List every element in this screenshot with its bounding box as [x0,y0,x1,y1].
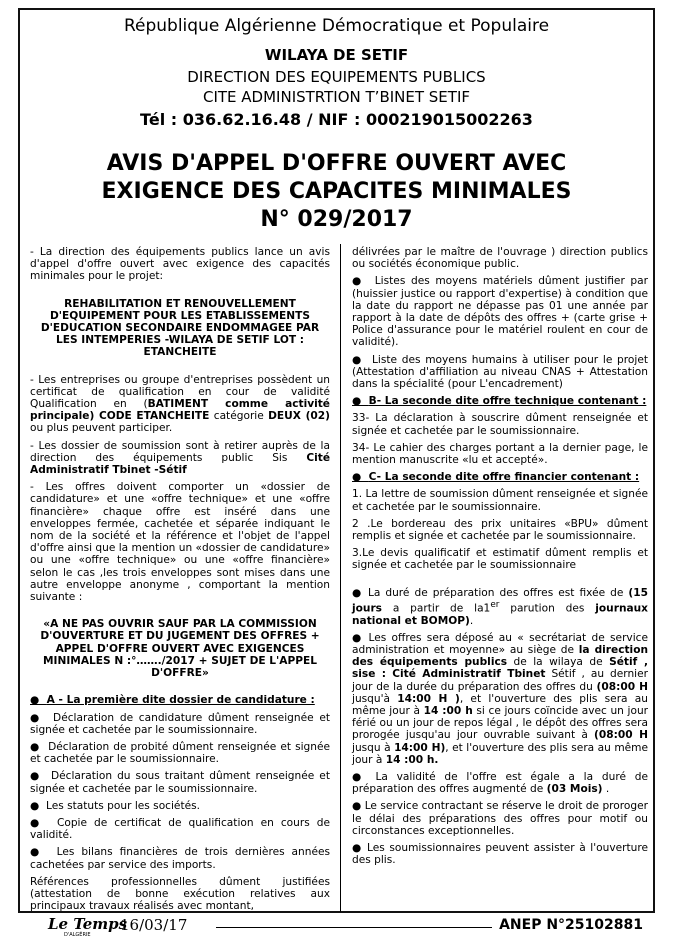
newspaper-logo-sub: D'ALGÉRIE [64,932,91,938]
wilaya-line: WILAYA DE SETIF [264,46,409,64]
notice-frame [18,8,655,913]
title-line-2: EXIGENCE DES CAPACITES MINIMALES [101,179,572,204]
item-d1: ● La duré de préparation des offres est fixée de (15 jours a partir de la1er parution des journaux national et BOMOP). [352,586,649,627]
item-a3: ● Déclaration du sous traitant dûment renseignée et signée et cachetée par le soumissionnaire. [30,770,330,795]
envelope-paragraph: - Les offres doivent comporter un «dossier de candidature» et une «offre technique» et une «offre financière» chaque offre est inséré dans une enveloppes fermée, cachetée et séparée indiquant le nom de la société et la référence et l'objet de l'appel d'offre ainsi que la mention un «dossier de candidature» ou une «offre technique» ou une «offre financière» selon le cas ,les trois enveloppes sont mises dans une autre enveloppe anonyme , comportant la mention suivante : [30,481,330,604]
title-line-1: AVIS D'APPEL D'OFFRE OUVERT AVEC [106,151,567,176]
section-b-heading: ● B- La seconde dite offre technique contenant : [352,395,647,408]
item-a5: ● Copie de certificat de qualification en cours de validité. [30,816,331,842]
item-a4: ● Les statuts pour les sociétés. [30,799,201,812]
item-c2: 2 .Le bordereau des prix unitaires «BPU» dûment remplis et signée et cachetée par le soumissionnaire. [352,517,648,543]
title-line-3: N° 029/2017 [260,207,413,232]
item-c1: 1. La lettre de soumission dûment renseignée et signée et cachetée par le soumissionnaire. [352,488,648,513]
item-d2: ● Les offres sera déposé au « secrétariat de service administration et moyenne» au siège de la direction des équipements publics de la wilaya de Sétif , sise : Cité Administratif Tbinet Sétif , au dernier jour de la durée du préparation des offres du (08:00 H jusqu'à 14:00 H ), et l'ouverture des plis sera au même jour à 14 :00 h si ce jours coïncide avec un jour férié ou un jour de repos légal , le dépôt des offres sera prorogée jusqu'au jour ouvrable suivant à (08:00 H jusqu à 14:00 H), et l'ouverture des plis sera au même jour à 14 :00 h. [352,631,649,766]
section-a-heading: ● A - La première dite dossier de candidature : [30,694,315,707]
intro-paragraph: - La direction des équipements publics lance un avis d'appel d'offre ouvert avec exigence des capacités minimales pour le projet: [30,246,330,283]
item-r1: ● Listes des moyens matériels dûment justifier par (huissier justice ou rapport d'expertise) à condition que la date du rapport ne dépasse pas 01 une année par rapport à la date de dépôts des offres + (carte grise + Police d'assurance pour le matériel roulent en cour de validité). [352,275,649,349]
publication-date: 16/03/17 [120,916,188,934]
project-title: REHABILITATION ET RENOUVELLEMENT D'EQUIPEMENT POUR LES ETABLISSEMENTS D'EDUCATION SECONDAIRE ENDOMMAGEE PAR LES INTEMPERIES -WILAYA DE SETIF LOT : ETANCHEITE [40,297,320,359]
section-c-heading: ● C- La seconde dite offre financier contenant : [352,471,640,484]
direction-line: DIRECTION DES EQUIPEMENTS PUBLICS [187,68,486,86]
item-a7: Références professionnelles dûment justifiées (attestation de bonne exécution relatives aux principaux travaux réalisés avec montant, [30,875,330,913]
anep-reference: ANEP N°25102881 [499,917,643,933]
item-a1: ● Déclaration de candidature dûment renseignée et signée et cachetée par le soumissionnaire. [30,711,331,736]
republic-line: République Algérienne Démocratique et Populaire [123,16,550,36]
item-r2: ● Liste des moyens humains à utiliser pour le projet (Attestation d'affiliation au niveau CNAS + Attestation dans la spécialité (pour L'encadrement) [352,353,648,391]
eligibility-paragraph: - Les entreprises ou groupe d'entreprises possèdent un certificat de qualification en cour de validité Qualification en (BATIMENT comme activité principale) CODE ETANCHEITE catégorie DEUX (02) ou plus peuvent participer. [30,373,330,435]
item-b1: 33- La déclaration à souscrire dûment renseignée et signée et cachetée par le soumissionnaire. [352,412,648,437]
item-d3: ● La validité de l'offre est égale a la duré de préparation des offres augmenté de (03 Mois) . [352,771,648,796]
column-divider [340,244,341,912]
footer [18,915,655,939]
withdrawal-paragraph: - Les dossier de soumission sont à retirer auprès de la direction des équipements public Sis Cité Administratif Tbinet -Sétif [30,439,330,477]
envelope-mention: «A NE PAS OUVRIR SAUF PAR LA COMMISSION D'OUVERTURE ET DU JUGEMENT DES OFFRES + APPEL D'OFFRE OUVERT AVEC EXIGENCES MINIMALES N :°……./2017 + SUJET DE L'APPEL D'OFFRE» [40,618,320,680]
footer-rule [216,927,492,928]
notice-title [20,150,653,234]
item-a6: ● Les bilans financières de trois dernières années cachetées par service des imports. [30,846,331,871]
newspaper-logo: Le Temps [48,915,128,933]
item-d4: ● Le service contractant se réserve le droit de proroger le délai des préparations des offres pour motif ou circonstances exceptionnelles. [352,800,648,837]
item-r0: délivrées par le maître de l'ouvrage ) direction publics ou sociétés économique public. [352,246,648,271]
item-b2: 34- Le cahier des charges portant a la dernier page, le mention manuscrite «lu et accepté». [352,441,648,467]
item-d5: ● Les soumissionnaires peuvent assister à l'ouverture des plis. [352,842,648,867]
item-c3: 3.Le devis qualificatif et estimatif dûment remplis et signée et cachetée par le soumissionnaire [352,547,648,572]
item-a2: ● Déclaration de probité dûment renseignée et signée et cachetée par le soumissionnaire. [30,740,331,766]
cite-line: CITE ADMINISTRTION T’BINET SETIF [202,88,470,106]
contact-line: Tél : 036.62.16.48 / NIF : 000219015002263 [140,110,533,129]
left-column [30,246,330,917]
right-column [352,246,648,871]
